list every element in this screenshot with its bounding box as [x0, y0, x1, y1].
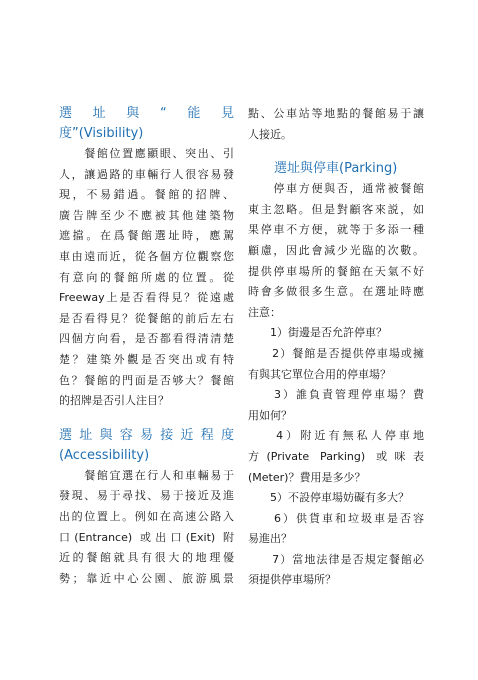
parking-list-item: 有與其它單位合用的停車場？	[248, 367, 391, 381]
accessibility-paragraph-line: 近的餐館就具有很大的地理優	[59, 551, 234, 565]
parking-paragraph-line: 顧慮，因此會減少光臨的次數。	[248, 243, 424, 257]
section-gap	[248, 145, 424, 159]
parking-list-item: 5）不設停車場妨礙有多大？	[248, 491, 409, 505]
visibility-paragraph-line: 遮擋。在爲餐館選址時，應駕	[59, 229, 234, 243]
parking-list-item: 3）誰負責管理停車場？費	[248, 388, 424, 402]
accessibility-paragraph-line: 出的位置上。例如在高速公路入	[59, 509, 234, 523]
section-gap	[59, 412, 234, 426]
parking-list-item: 用如何？	[248, 408, 292, 422]
accessibility-paragraph-continued-line: 人接近。	[248, 127, 292, 141]
parking-paragraph-line: 注意：	[248, 305, 281, 319]
accessibility-paragraph-line: 發現、易于尋找、易于接近及進	[59, 489, 234, 503]
visibility-paragraph-line: 車由遠而近，從各個方位觀察您	[59, 249, 234, 263]
parking-paragraph-line: 時會多做很多生意。在選址時應	[248, 285, 424, 299]
parking-list-item: 4）附近有無私人停車地	[248, 429, 424, 443]
section-heading-visibility-line-1: 選 址 與 “ 能 見	[59, 106, 234, 121]
accessibility-paragraph-line: 餐館宜選在行人和車輛易于	[59, 468, 234, 482]
parking-list-item: 須提供停車場所？	[248, 573, 336, 587]
parking-paragraph-line: 東主忽略。但是對顧客來説，如	[248, 202, 424, 216]
visibility-paragraph-line: 楚？建築外觀是否突出或有特	[59, 352, 234, 366]
section-heading-accessibility-line-1: 選址與容易接近程度	[59, 427, 234, 443]
parking-list-item: 7）當地法律是否規定餐館必	[248, 552, 424, 566]
left-column	[59, 104, 234, 589]
visibility-paragraph-line: 人，讓過路的車輛行人很容易發	[59, 167, 234, 181]
visibility-paragraph-line: Freeway上是否看得見？從遠處	[59, 291, 234, 305]
parking-list-item: (Meter)？費用是多少？	[248, 470, 366, 484]
accessibility-paragraph-line: 口(Entrance) 或出口(Exit) 附	[59, 530, 234, 544]
visibility-paragraph-line: 現，不易錯過。餐館的招牌、	[59, 188, 234, 202]
visibility-paragraph-line: 色？餐館的門面是否够大？餐館	[59, 373, 234, 387]
section-heading-accessibility-line-2: (Accessibility)	[59, 447, 150, 463]
section-heading-visibility-line-2: 度”(Visibility)	[59, 126, 144, 141]
parking-list-item: 1）街邊是否允許停車？	[248, 326, 387, 340]
visibility-paragraph-line: 四個方向看，是否都看得清清楚	[59, 332, 234, 346]
accessibility-paragraph-line: 勢；靠近中心公園、旅游風景	[59, 571, 234, 585]
parking-paragraph-line: 停車方便與否，通常被餐館	[248, 182, 424, 196]
visibility-paragraph-line: 的招牌是否引人注目？	[59, 394, 169, 408]
parking-list-item: 6）供貨車和垃圾車是否容	[248, 511, 424, 525]
visibility-paragraph-line: 有意向的餐館所處的位置。從	[59, 270, 234, 284]
visibility-paragraph-line: 廣告牌至少不應被其他建築物	[59, 208, 234, 222]
parking-list-item: 方(Private Parking) 或咪表	[248, 449, 424, 463]
parking-paragraph-line: 果停車不方便，就等于多添一種	[248, 223, 424, 237]
visibility-paragraph-line: 是否看得見？從餐館的前后左右	[59, 311, 234, 325]
parking-paragraph-line: 提供停車場所的餐館在天氣不好	[248, 264, 424, 278]
parking-list-item: 易進出？	[248, 532, 292, 546]
parking-list-item: 2）餐館是否提供停車場或擁	[248, 346, 424, 360]
section-heading-parking: 選址與停車(Parking)	[248, 161, 398, 177]
accessibility-paragraph-continued-line: 點、公車站等地點的餐館易于讓	[248, 107, 424, 120]
visibility-paragraph-line: 餐館位置應顯眼、突出、引	[59, 147, 234, 160]
right-column	[248, 104, 424, 591]
